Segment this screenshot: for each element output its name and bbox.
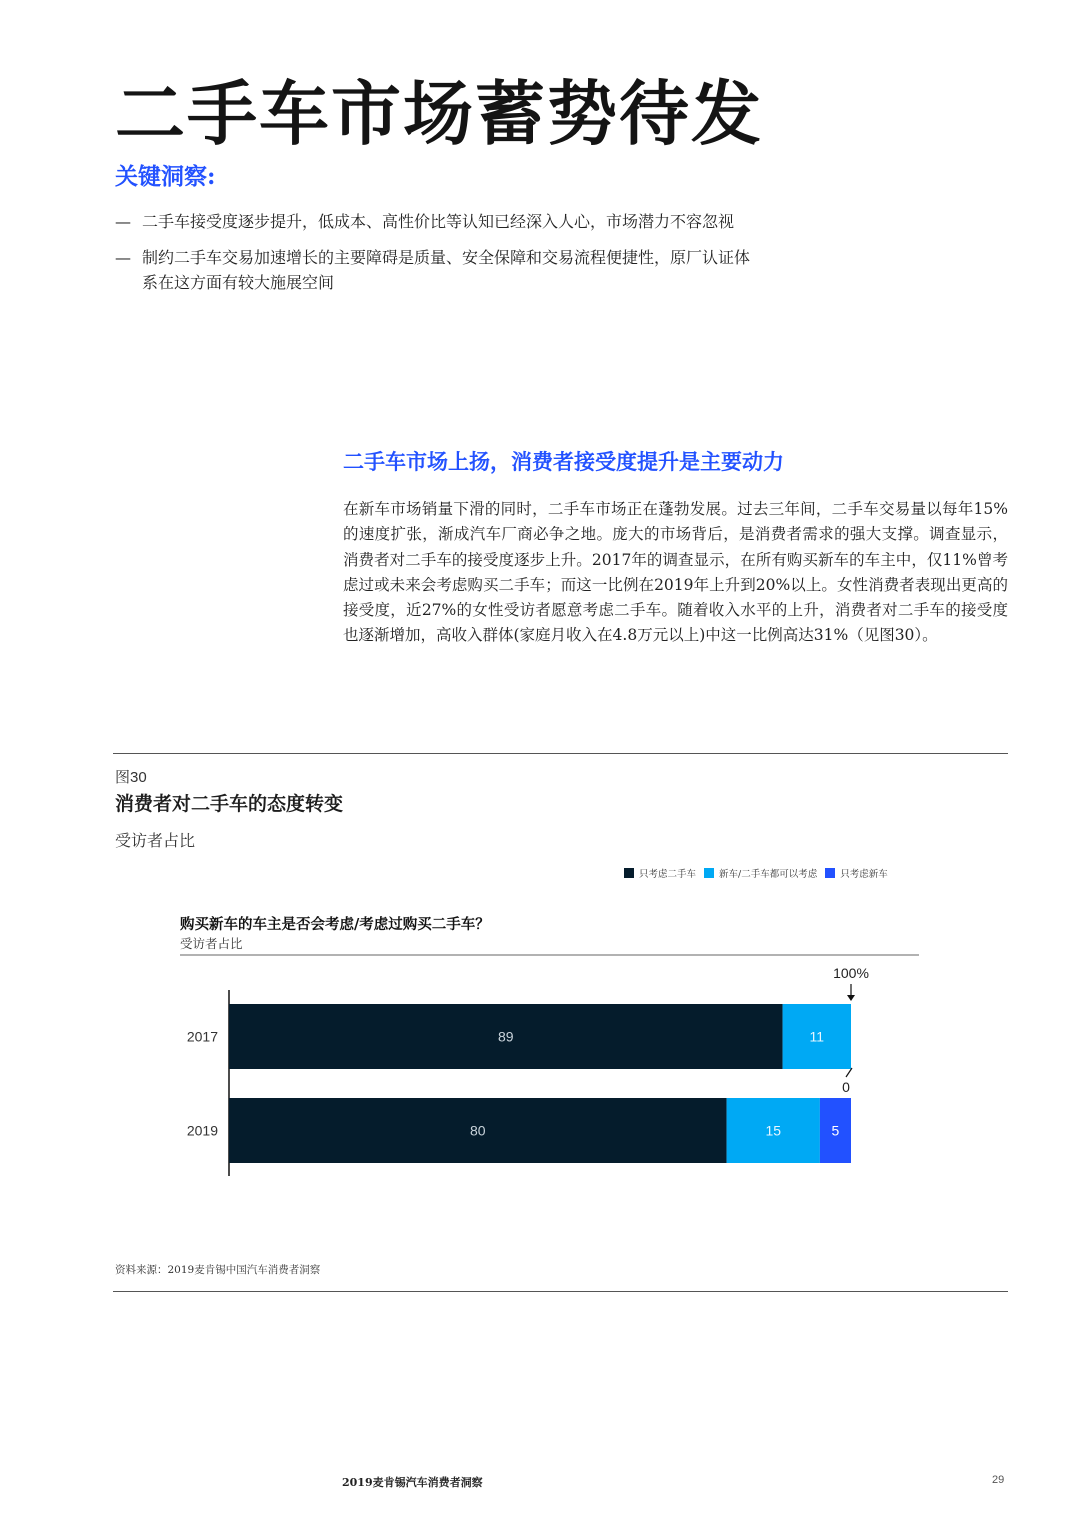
category-label: 2017: [186, 1028, 218, 1045]
legend-item-used-only: [624, 866, 696, 880]
data-label: 5: [831, 1122, 840, 1139]
legend-swatch: [704, 868, 714, 878]
legend-label: 只考虑新车: [840, 869, 888, 880]
figure-bottom-rule: [113, 1291, 1008, 1292]
annotation-label: 100%: [833, 965, 869, 981]
figure-label: 图30: [115, 769, 147, 786]
category-label: 2019: [186, 1122, 218, 1139]
figure-top-rule: [113, 753, 1008, 754]
page-number: 29: [992, 1474, 1005, 1486]
stacked-bar-chart: [0, 950, 1080, 1190]
figure-source: 资料来源：2019麦肯锡中国汽车消费者洞察: [115, 1264, 321, 1276]
legend-swatch: [624, 868, 634, 878]
legend-label: 新车/二手车都可以考虑: [719, 869, 818, 880]
legend-item-both: [704, 866, 817, 880]
page-title: 二手车市场蓄势待发: [115, 72, 763, 155]
bullet-text-line-1: 制约二手车交易加速增长的主要障碍是质量、安全保障和交易流程便捷性，原厂认证体: [142, 248, 751, 267]
insight-bullet-1: [115, 209, 815, 234]
bullet-text: 二手车接受度逐步提升，低成本、高性价比等认知已经深入人心，市场潜力不容忽视: [142, 212, 735, 231]
annotation-label: 0: [842, 1079, 850, 1095]
figure-title: 消费者对二手车的态度转变: [115, 793, 344, 815]
bullet-dash: —: [115, 248, 131, 267]
chart-legend: [624, 866, 888, 880]
annotation-arrow-head: [847, 995, 855, 1001]
data-label: 89: [498, 1028, 514, 1045]
data-label: 15: [765, 1122, 782, 1139]
section-body: 在新车市场销量下滑的同时，二手车市场正在蓬勃发展。过去三年间，二手车交易量以每年15%的速度扩张，渐成汽车厂商必争之地。庞大的市场背后，是消费者需求的强大支撑。调查显示，消费者对二手车的接受度逐步上升。2017年的调查显示，在所有购买新车的车主中，仅11%曾考虑过或未来会考虑购买二手车；而这一比例在2019年上升到20%以上。女性消费者表现出更高的接受度，近27%的女性受访者愿意考虑二手车。随着收入水平的上升，消费者对二手车的接受度也逐渐增加，高收入群体(家庭月收入在4.8万元以上)中这一比例高达31%（见图30）。: [343, 500, 1008, 645]
section-heading: 二手车市场上扬，消费者接受度提升是主要动力: [343, 449, 784, 474]
insight-bullet-2: [115, 245, 815, 295]
insights-heading: 关键洞察:: [115, 163, 216, 190]
legend-label: 只考虑二手车: [639, 869, 697, 880]
legend-item-new-only: [825, 866, 888, 880]
figure-unit: 受访者占比: [115, 831, 196, 850]
bullet-text-line-2: 系在这方面有较大施展空间: [142, 273, 335, 292]
chart-subtitle: 受访者占比: [180, 936, 243, 951]
data-label: 80: [470, 1122, 486, 1139]
legend-swatch: [825, 868, 835, 878]
annotation-leader-line: [846, 1068, 852, 1077]
footer-title: 2019麦肯锡汽车消费者洞察: [342, 1476, 483, 1489]
data-label: 11: [809, 1028, 825, 1045]
bullet-dash: —: [115, 212, 131, 231]
chart-title: 购买新车的车主是否会考虑/考虑过购买二手车？: [180, 916, 490, 933]
